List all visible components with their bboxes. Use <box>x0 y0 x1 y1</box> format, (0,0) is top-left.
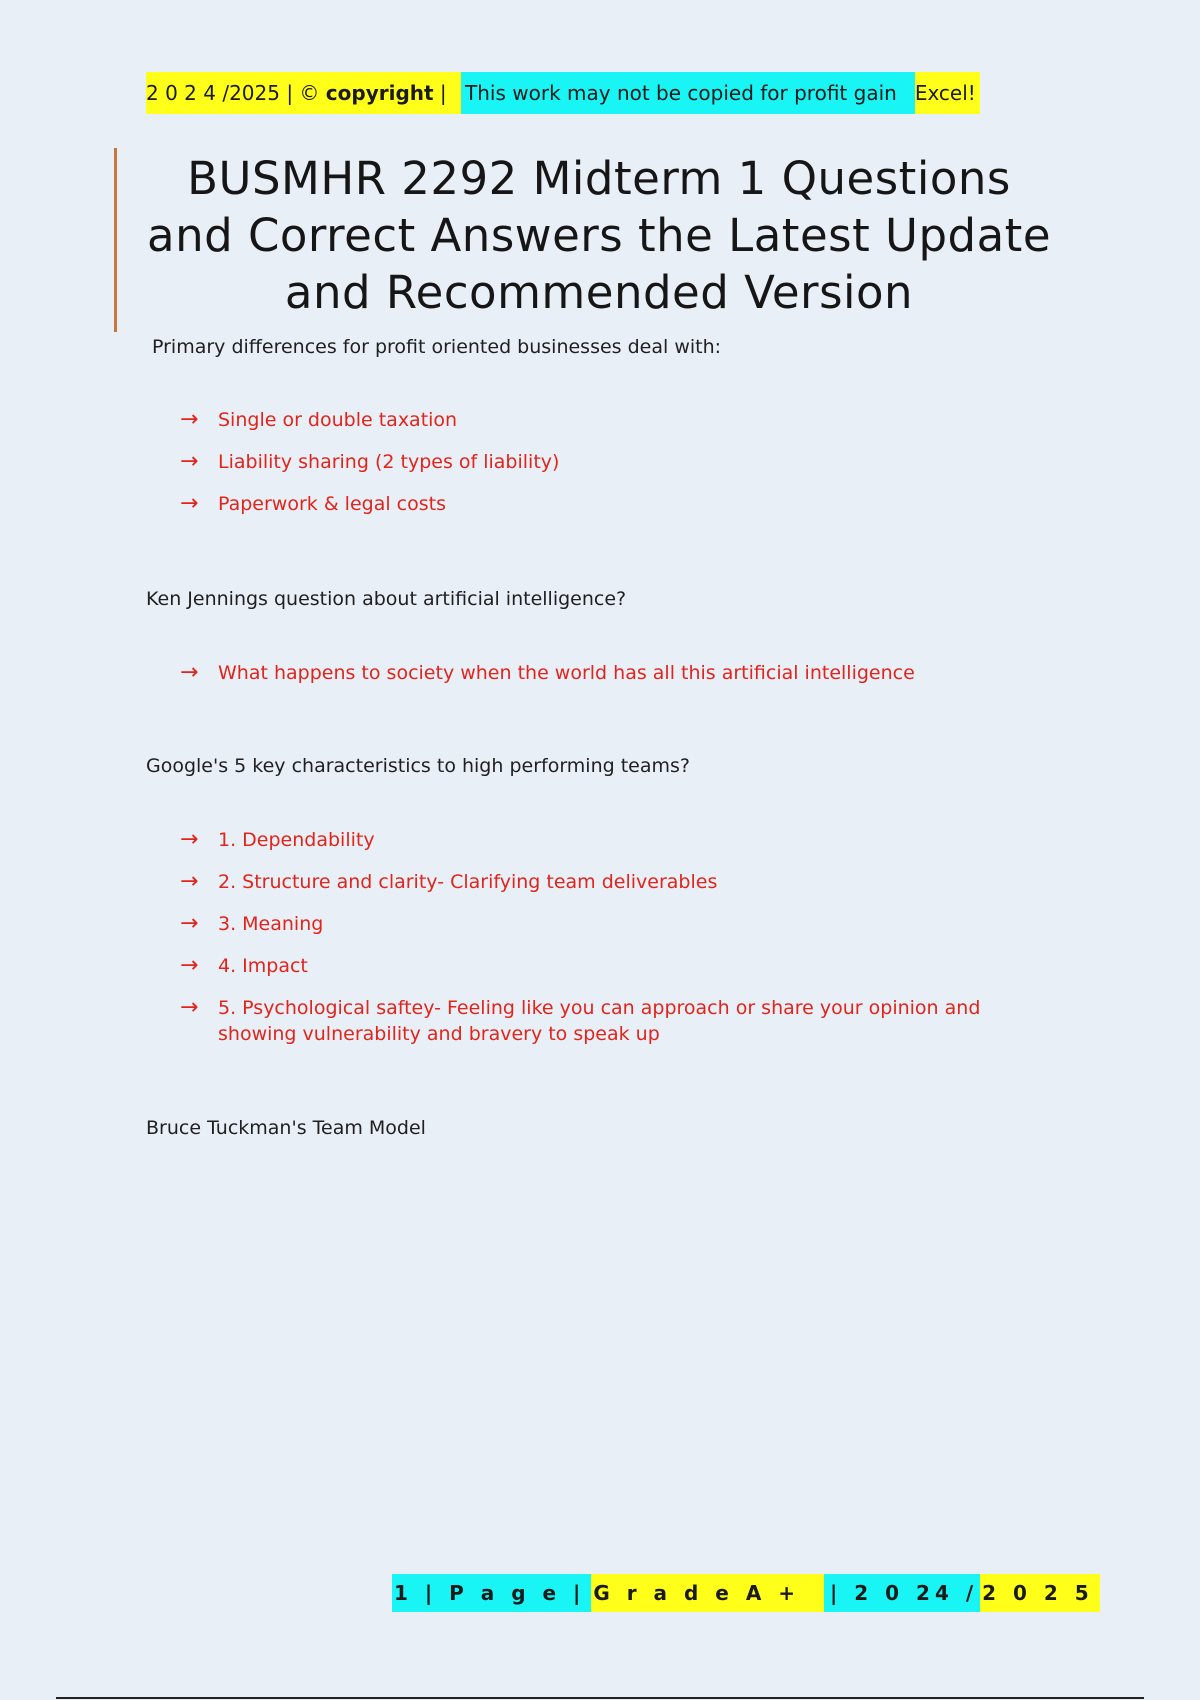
answer-text: 4. Impact <box>218 955 308 977</box>
question-1: Primary differences for profit oriented businesses deal with: <box>152 336 722 358</box>
arrow-icon: → <box>180 449 199 474</box>
answer-item <box>180 449 559 491</box>
arrow-icon: → <box>180 911 199 936</box>
copyright-banner <box>146 72 980 114</box>
answer-text: 1. Dependability <box>218 829 375 851</box>
answer-text: 5. Psychological saftey- Feeling like you can approach or share your opinion and showing vulnerability and bravery to speak up <box>218 997 981 1045</box>
answer-item <box>180 869 1020 911</box>
footer-year-start: | 2 0 24 / <box>824 1574 980 1612</box>
answer-item <box>180 660 915 702</box>
arrow-icon: → <box>180 953 199 978</box>
answer-list-1 <box>180 407 559 533</box>
answer-item <box>180 827 1020 869</box>
answer-text: 2. Structure and clarity- Clarifying team deliverables <box>218 871 718 893</box>
banner-excel: Excel! <box>915 72 980 114</box>
arrow-icon: → <box>180 995 199 1020</box>
footer-grade: G r a d e A + <box>591 1574 824 1612</box>
page-title: BUSMHR 2292 Midterm 1 Questions and Correct Answers the Latest Update and Recommended Version <box>147 152 1051 319</box>
answer-text: Liability sharing (2 types of liability) <box>218 451 560 473</box>
banner-year: 2 0 2 4 /2025 | © <box>146 81 326 105</box>
page-footer <box>392 1574 1100 1612</box>
question-4: Bruce Tuckman's Team Model <box>146 1117 426 1139</box>
banner-separator: | <box>433 81 454 105</box>
question-2: Ken Jennings question about artificial intelligence? <box>146 588 627 610</box>
page-bottom-rule <box>56 1697 1144 1699</box>
answer-text: What happens to society when the world has all this artificial intelligence <box>218 662 915 684</box>
answer-item <box>180 953 1020 995</box>
answer-list-2 <box>180 660 915 702</box>
footer-year-end: 2 0 2 5 <box>980 1574 1100 1612</box>
answer-text: 3. Meaning <box>218 913 324 935</box>
arrow-icon: → <box>180 491 199 516</box>
banner-copyright <box>146 72 461 114</box>
answer-text: Paperwork & legal costs <box>218 493 446 515</box>
answer-item <box>180 407 559 449</box>
answer-text: Single or double taxation <box>218 409 458 431</box>
arrow-icon: → <box>180 827 199 852</box>
banner-notice: This work may not be copied for profit gain <box>461 72 915 114</box>
banner-copyright-word: copyright <box>325 81 434 105</box>
answer-item <box>180 491 559 533</box>
answer-item <box>180 995 1020 1047</box>
arrow-icon: → <box>180 869 199 894</box>
title-accent-bar <box>114 148 117 332</box>
answer-list-3 <box>180 827 1020 1047</box>
arrow-icon: → <box>180 407 199 432</box>
answer-item <box>180 911 1020 953</box>
question-3: Google's 5 key characteristics to high performing teams? <box>146 755 690 777</box>
footer-page-number: 1 | P a g e | <box>392 1574 591 1612</box>
arrow-icon: → <box>180 660 199 685</box>
